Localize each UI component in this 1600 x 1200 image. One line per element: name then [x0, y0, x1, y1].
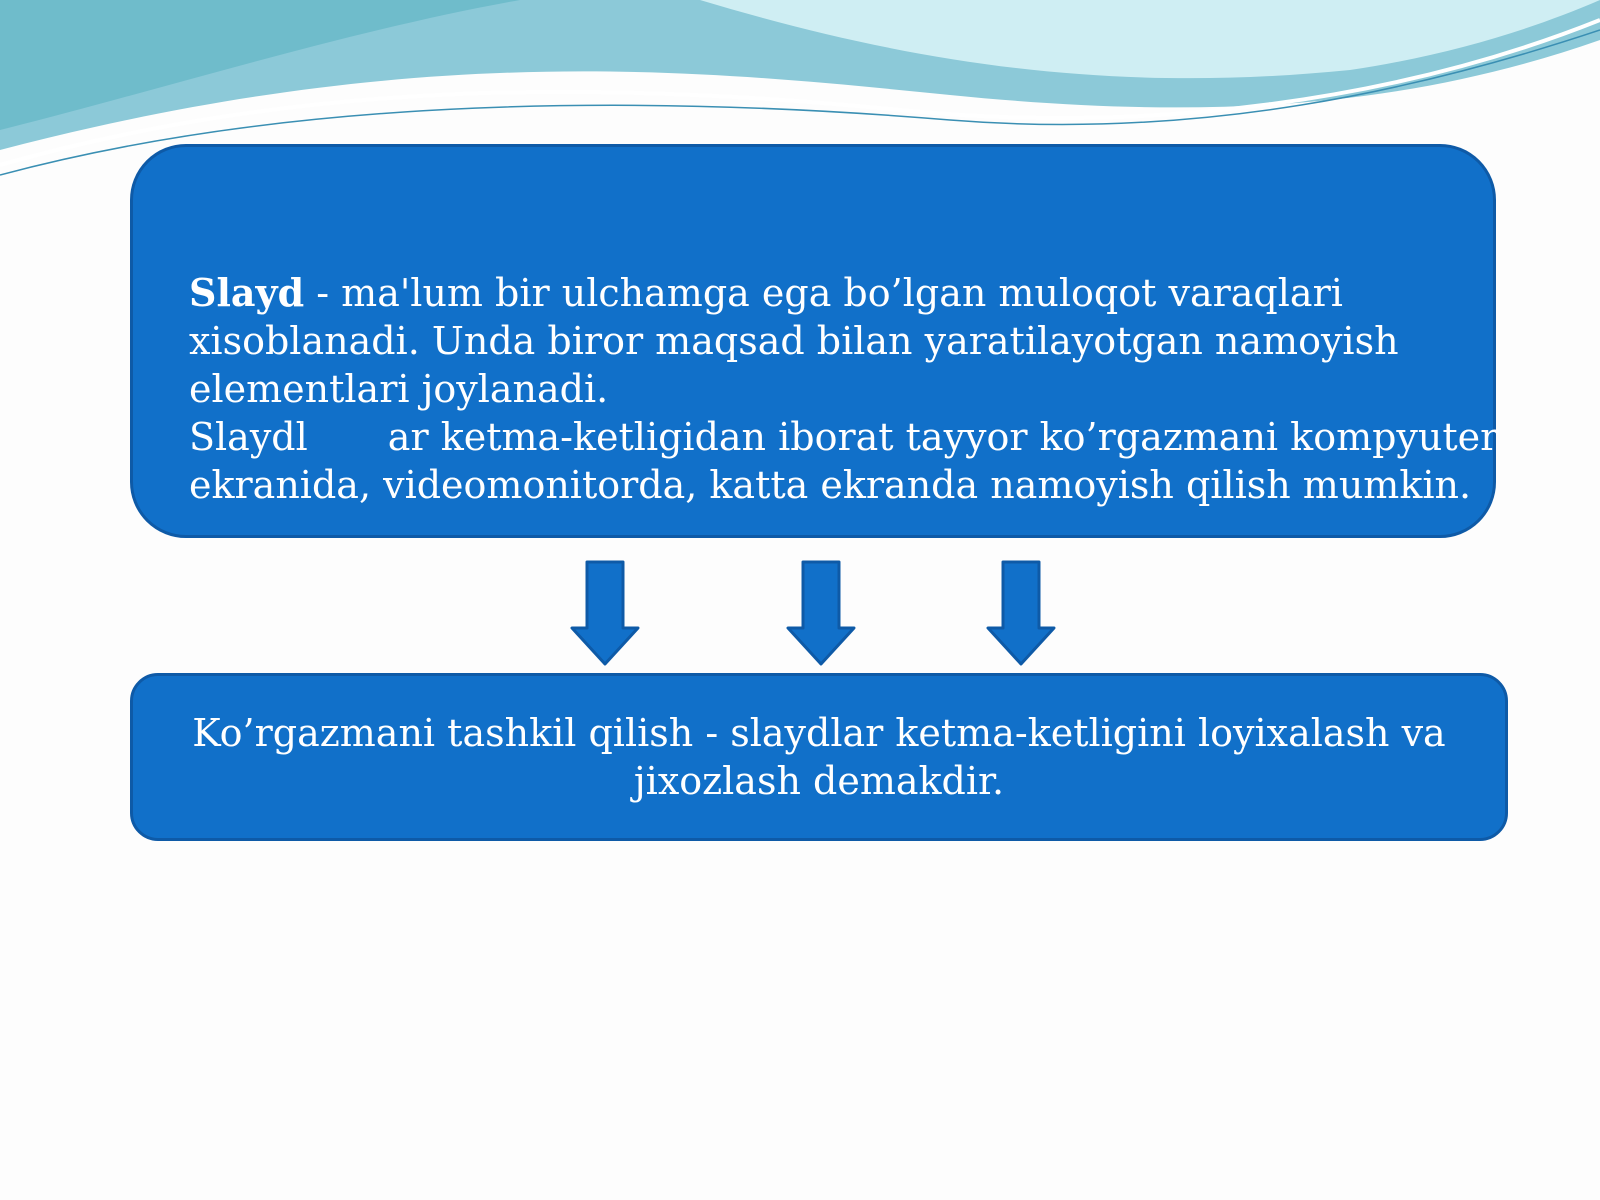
- slide-definition-text: [189, 269, 1529, 509]
- definition-line-3: elementlari joylanadi.: [189, 367, 609, 411]
- presentation-organization-box: [130, 673, 1508, 841]
- down-arrow-icon: [986, 560, 1056, 666]
- definition-term: Slayd: [189, 270, 305, 315]
- down-arrow-icon: [570, 560, 640, 666]
- definition-line-2: xisoblanadi. Unda biror maqsad bilan yaratilayotgan namoyish: [189, 319, 1399, 363]
- definition-line-5: ekranida, videomonitorda, katta ekranda namoyish qilish mumkin.: [189, 463, 1472, 507]
- down-arrow-icon: [786, 560, 856, 666]
- definition-line-4-start: Slaydl: [189, 415, 308, 459]
- definition-line-4-end: ar ketma-ketligidan iborat tayyor ko’rgazmani kompyuter: [387, 415, 1499, 459]
- presentation-organization-text: Ko’rgazmani tashkil qilish - slaydlar ketma-ketligini loyixalash va jixozlash demakdir.: [192, 711, 1446, 803]
- slide-definition-box: [130, 144, 1499, 538]
- definition-line-1: - ma'lum bir ulchamga ega bo’lgan muloqot varaqlari: [304, 271, 1343, 315]
